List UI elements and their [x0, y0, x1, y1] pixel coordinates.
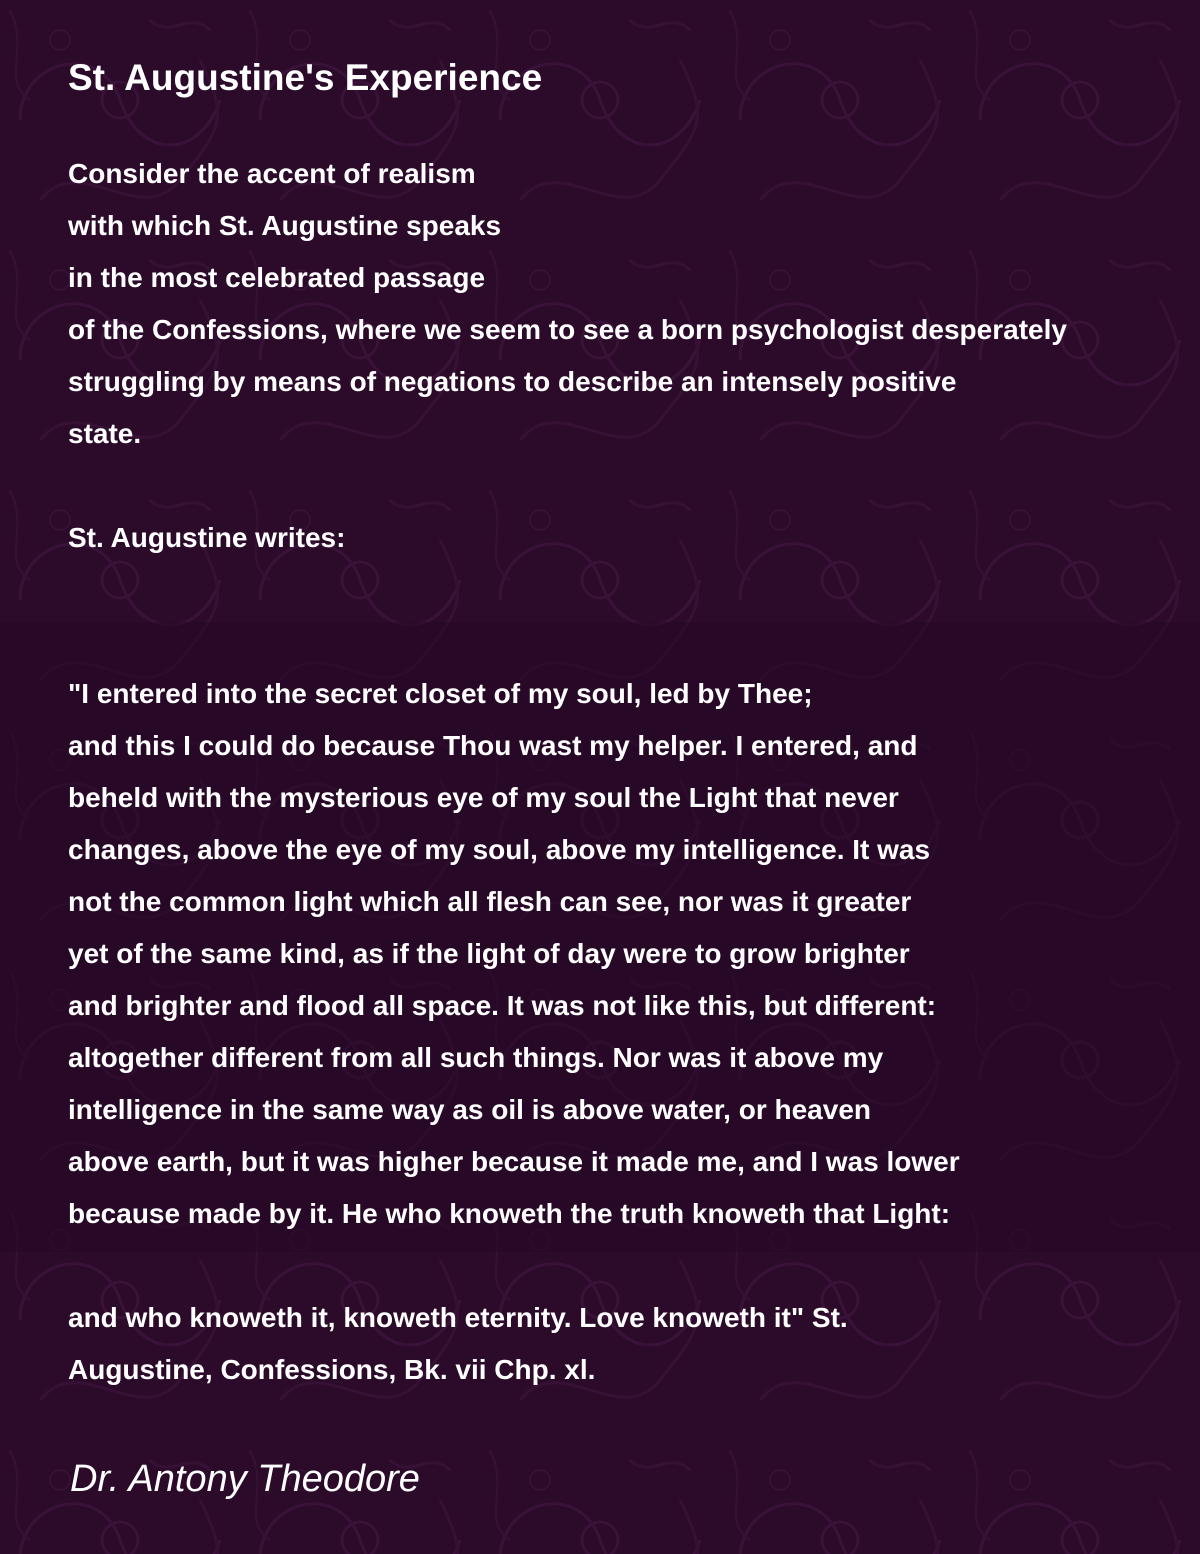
poem-line: Augustine, Confessions, Bk. vii Chp. xl.: [68, 1354, 596, 1385]
poem-line: of the Confessions, where we seem to see a born psychologist desperately: [68, 314, 1067, 345]
poem-line: changes, above the eye of my soul, above my intelligence. It was: [68, 834, 931, 865]
poem-line: Consider the accent of realism: [68, 158, 476, 189]
poem-line: state.: [68, 418, 142, 449]
poem-line: and brighter and flood all space. It was not like this, but different:: [68, 990, 937, 1021]
poem-line: not the common light which all flesh can see, nor was it greater: [68, 886, 912, 917]
poem-line: struggling by means of negations to describe an intensely positive: [68, 366, 957, 397]
poem-line: and who knoweth it, knoweth eternity. Love knoweth it" St.: [68, 1302, 848, 1333]
poem-line: yet of the same kind, as if the light of day were to grow brighter: [68, 938, 910, 969]
poem-line: with which St. Augustine speaks: [68, 210, 502, 241]
poem-line: because made by it. He who knoweth the truth knoweth that Light:: [68, 1198, 951, 1229]
poem-line: beheld with the mysterious eye of my soul the Light that never: [68, 782, 899, 813]
poem-line: above earth, but it was higher because it made me, and I was lower: [68, 1146, 960, 1177]
poem-line: "I entered into the secret closet of my soul, led by Thee;: [68, 678, 813, 709]
poem-line: in the most celebrated passage: [68, 262, 486, 293]
poem-line: altogether different from all such things. Nor was it above my: [68, 1042, 884, 1073]
poem-line: and this I could do because Thou wast my helper. I entered, and: [68, 730, 918, 761]
poem-title: St. Augustine's Experience: [68, 57, 543, 98]
poem-author: Dr. Antony Theodore: [70, 1458, 420, 1500]
poem-line: intelligence in the same way as oil is above water, or heaven: [68, 1094, 871, 1125]
poem-line: St. Augustine writes:: [68, 522, 346, 553]
